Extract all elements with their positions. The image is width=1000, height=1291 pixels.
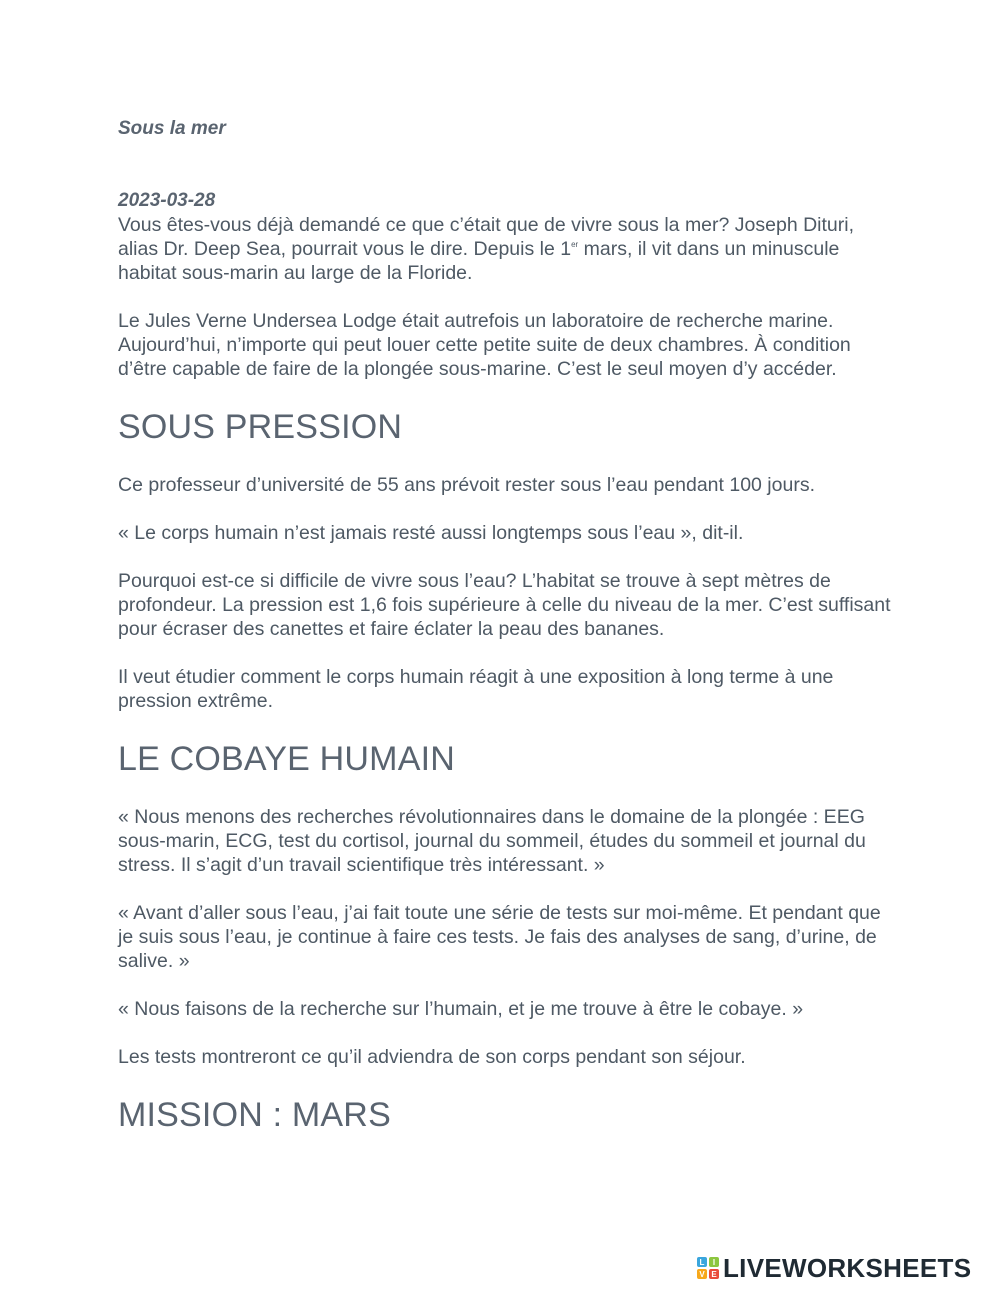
section-heading: MISSION : MARS (118, 1096, 391, 1134)
section-heading: LE COBAYE HUMAIN (118, 740, 455, 778)
section-paragraph: Il veut étudier comment le corps humain réagit à une exposition à long terme à une pression extrême. (118, 666, 834, 712)
section-paragraph: Les tests montreront ce qu’il adviendra de son corps pendant son séjour. (118, 1046, 746, 1068)
section-paragraph: « Le corps humain n’est jamais resté aussi longtemps sous l’eau », dit-il. (118, 522, 744, 544)
section-paragraph: Ce professeur d’université de 55 ans prévoit rester sous l’eau pendant 100 jours. (118, 474, 815, 496)
section-paragraph: « Nous menons des recherches révolutionnaires dans le domaine de la plongée : EEG sous-marin, ECG, test du cortisol, journal du sommeil, études du sommeil et journal du stress. Il s’agit d’un travail scientifique très intéressant. » (118, 806, 866, 876)
logo-text: LIVEWORKSHEETS (723, 1252, 972, 1283)
liveworksheets-logo (697, 1254, 971, 1282)
section-paragraph: Pourquoi est-ce si difficile de vivre sous l’eau? L’habitat se trouve à sept mètres de profondeur. La pression est 1,6 fois supérieure à celle du niveau de la mer. C’est suffisant pour écraser des canettes et faire éclater la peau des bananes. (118, 570, 891, 640)
section-paragraph: « Nous faisons de la recherche sur l’humain, et je me trouve à être le cobaye. » (118, 998, 804, 1020)
logo-tile: L (697, 1257, 707, 1267)
section-paragraph: « Avant d’aller sous l’eau, j’ai fait toute une série de tests sur moi-même. Et pendant que je suis sous l’eau, je continue à faire ces tests. Je fais des analyses de sang, d’urine, de salive. » (118, 902, 881, 972)
document-title: Sous la mer (118, 118, 226, 139)
document-content (118, 189, 898, 1161)
ordinal-superscript: er (571, 240, 579, 249)
intro-paragraph-2: Le Jules Verne Undersea Lodge était autrefois un laboratoire de recherche marine. Aujourd’hui, n’importe qui peut louer cette petite suite de deux chambres. À condition d’être capable de faire de la plongée sous-marine. C’est le seul moyen d’y accéder. (118, 310, 851, 380)
logo-tile: I (709, 1257, 719, 1267)
logo-tile: E (709, 1269, 719, 1279)
logo-tile: V (697, 1269, 707, 1279)
logo-icon (697, 1257, 719, 1279)
document-date: 2023-03-28 (118, 190, 216, 211)
intro-paragraph-1: Vous êtes-vous déjà demandé ce que c’était que de vivre sous la mer? Joseph Dituri, alias Dr. Deep Sea, pourrait vous le dire. Depuis le 1er mars, il vit dans un minuscule habitat sous-marin au large de la Floride. (118, 214, 855, 284)
section-heading: SOUS PRESSION (118, 408, 403, 446)
